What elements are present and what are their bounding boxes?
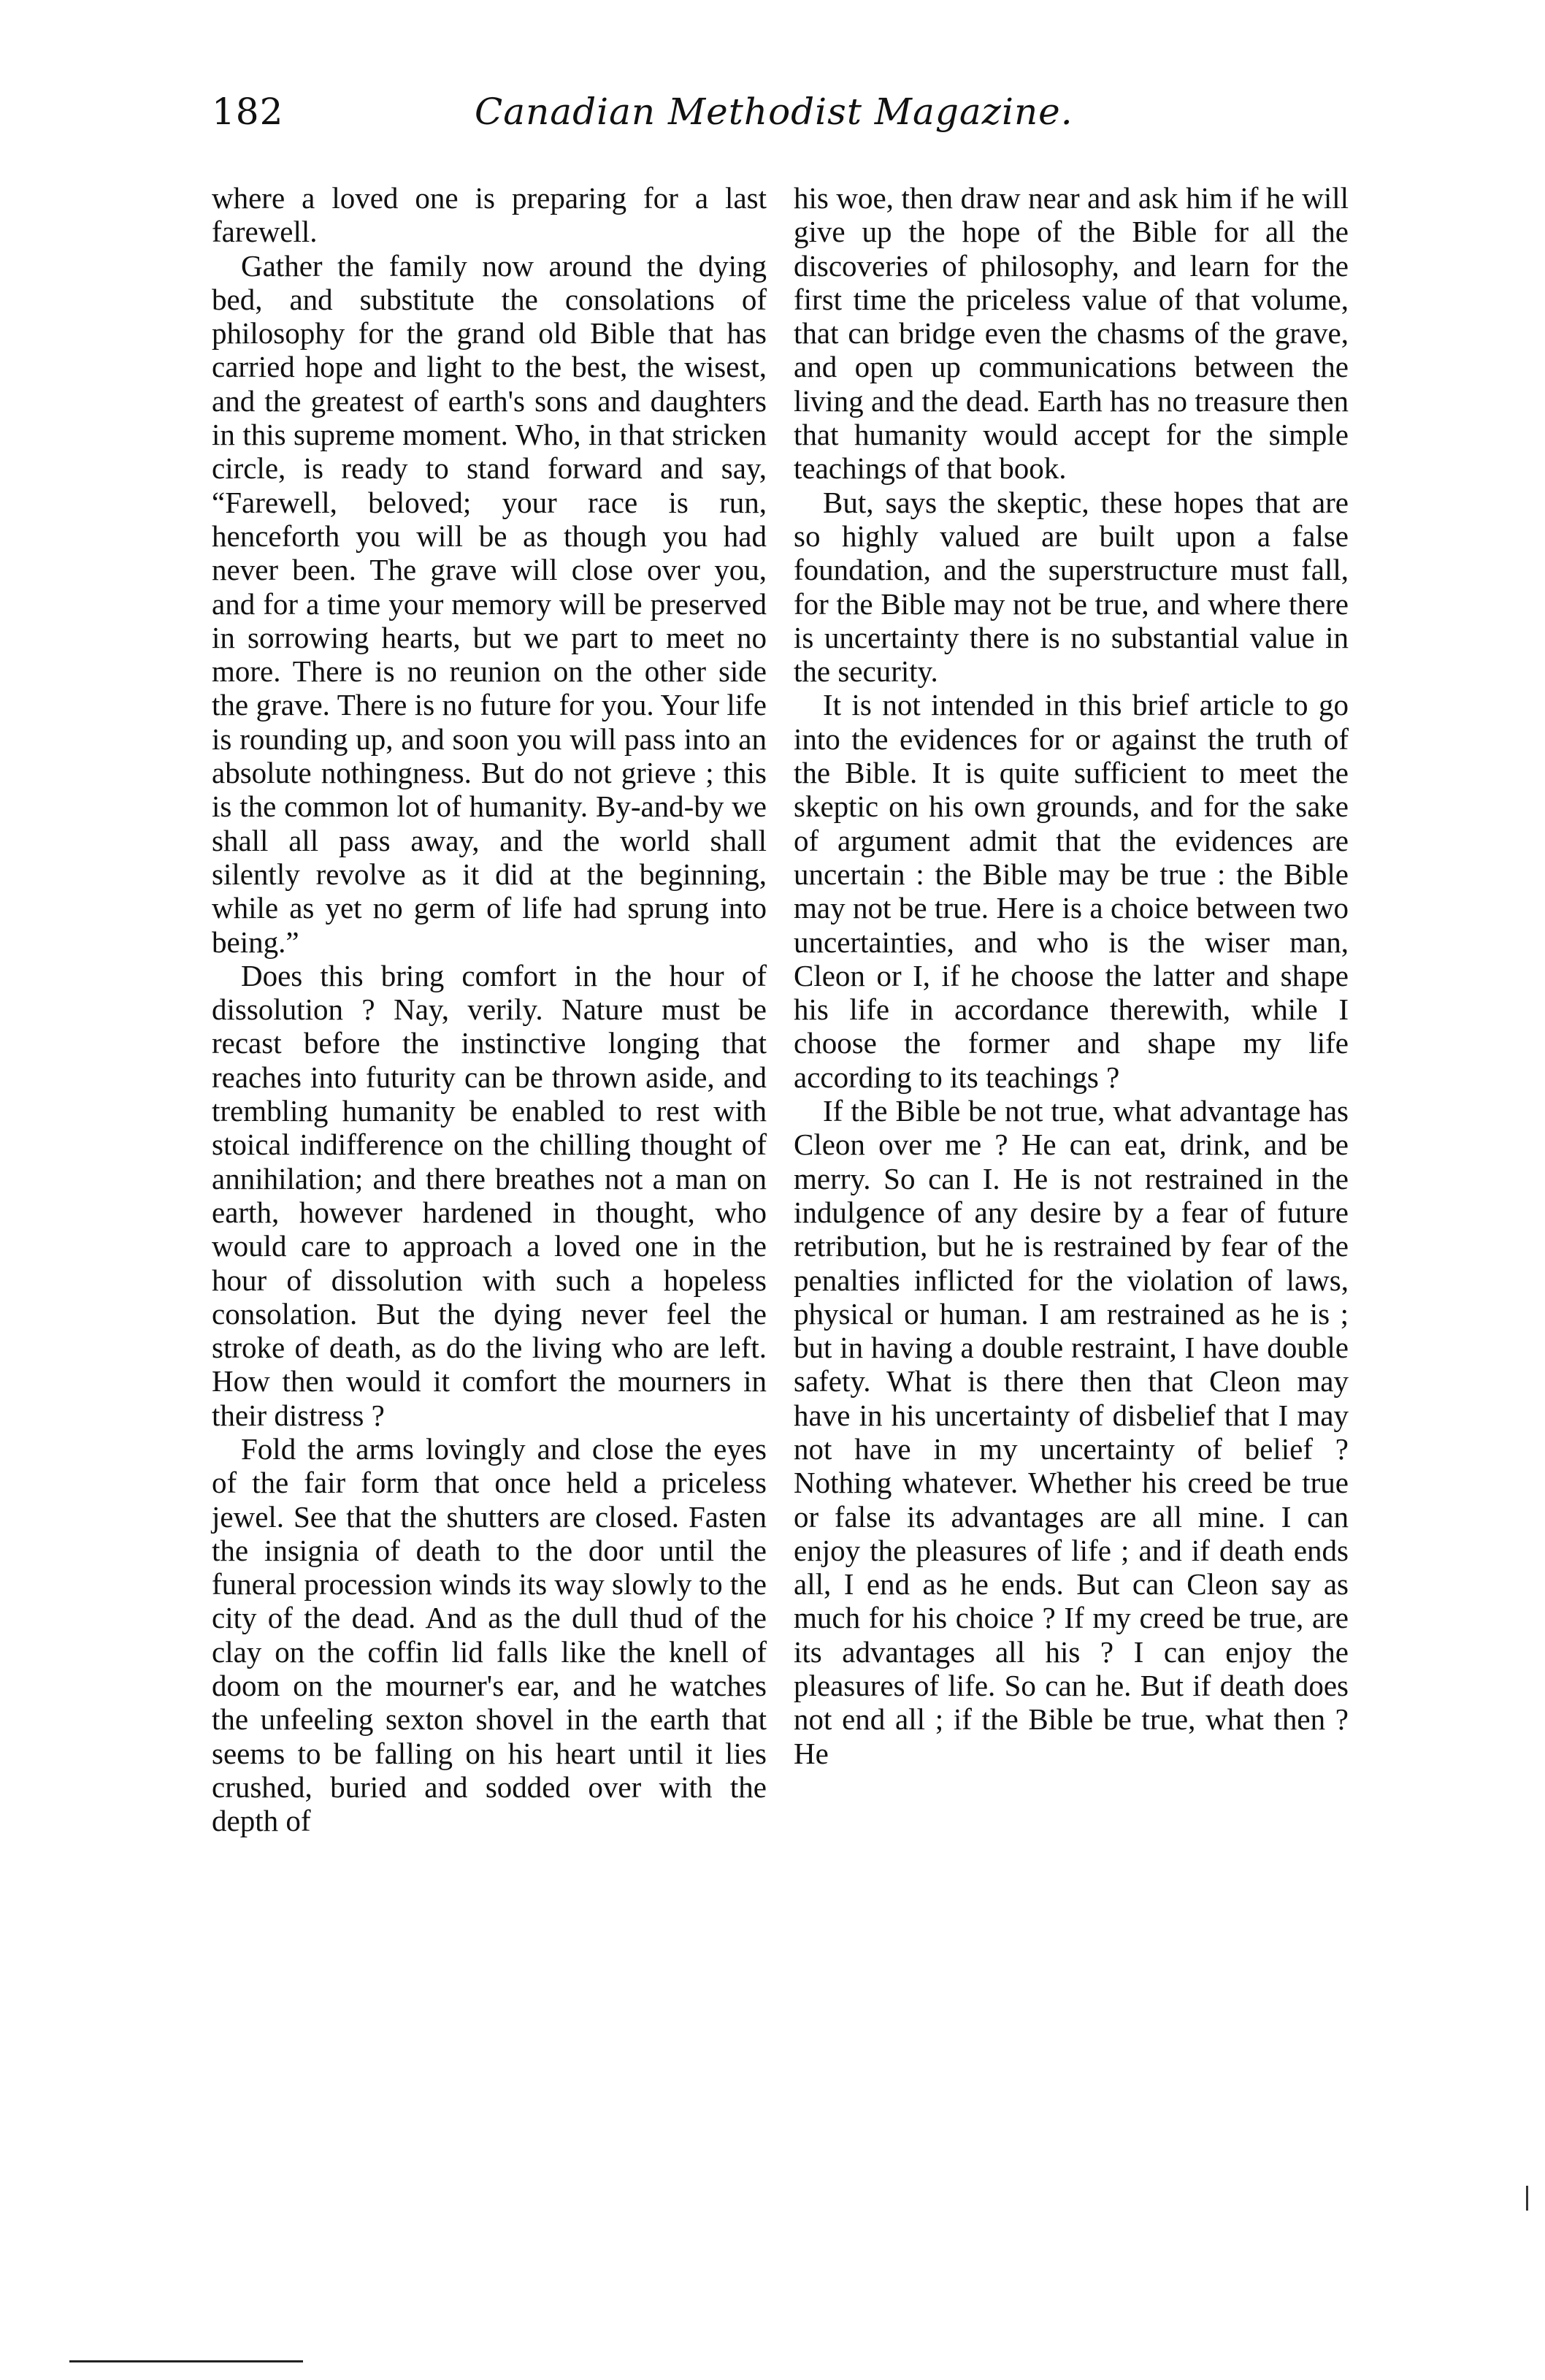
paragraph: It is not intended in this brief article to go into the evidences for or against the truth of the Bible. It is quite sufficient to meet the skeptic on his own grounds, and for the sake of argument admit that the evidences are uncertain : the Bible may be true : the Bible may not be true. Here is a choice between two uncertainties, and who is the wiser man, Cleon or I, if he choose the latter and shape his life in accordance therewith, while I choose the former and shape my life according to its teachings ? [794,688,1349,1094]
paragraph: Gather the family now around the dying bed, and substitute the consolations of philosophy for the grand old Bible that has carried hope and light to the best, the wisest, and the greatest of earth's sons and daughters in this supreme moment. Who, in that stricken circle, is ready to stand forward and say, “Farewell, beloved; your race is run, henceforth you will be as though you had never been. The grave will close over you, and for a time your memory will be preserved in sorrowing hearts, but we part to meet no more. There is no reunion on the other side the grave. There is no future for you. Your life is rounding up, and soon you will pass into an absolute nothingness. But do not grieve ; this is the common lot of humanity. By-and-by we shall all pass away, and the world shall silently revolve as it did at the beginning, while as yet no germ of life had sprung into being.” [212,248,767,959]
running-title: Canadian Methodist Magazine. [475,91,1073,133]
page-number: 182 [212,91,284,133]
paragraph: Fold the arms lovingly and close the eyes of the fair form that once held a priceless jewel. See that the shutters are closed. Fasten the insignia of death to the door until the funeral procession winds its way slowly to the city of the dead. And as the dull thud of the clay on the coffin lid falls like the knell of doom on the mourner's ear, and he watches the unfeeling sexton shovel in the earth that seems to be falling on his heart until it lies crushed, buried and sodded over with the depth of [212,1431,767,1838]
paragraph: But, says the skeptic, these hopes that are so highly valued are built upon a false foundation, and the superstructure must fall, for the Bible may not be true, and where there is uncertainty there is no substantial value in the security. [794,485,1349,689]
margin-mark [1526,2186,1528,2211]
footer-rule [69,2360,303,2362]
paragraph: his woe, then draw near and ask him if he will give up the hope of the Bible for all the discoveries of philosophy, and learn for the first time the priceless value of that volume, that can bridge even the chasms of the grave, and open up communications between the living and the dead. Earth has no treasure then that humanity would accept for the simple teachings of that book. [794,181,1349,486]
page-header [0,86,1545,152]
paragraph: Does this bring comfort in the hour of dissolution ? Nay, verily. Nature must be recast before the instinctive longing that reaches into futurity can be thrown aside, and trembling humanity be enabled to rest with stoical indifference on the chilling thought of annihilation; and there breathes not a man on earth, however hardened in thought, who would care to approach a loved one in the hour of dissolution with such a hopeless consolation. But the dying never feel the stroke of death, as do the living who are left. How then would it comfort the mourners in their distress ? [212,958,767,1432]
left-column [212,181,767,1838]
paragraph: where a loved one is preparing for a last farewell. [212,181,767,249]
right-column [794,181,1349,1770]
paragraph: If the Bible be not true, what advantage has Cleon over me ? He can eat, drink, and be merry. So can I. He is not restrained in the indulgence of any desire by a fear of future retribution, but he is restrained by fear of the penalties inflicted for the violation of laws, physical or human. I am restrained as he is ; but in having a double restraint, I have double safety. What is there then that Cleon may have in his uncertainty of disbelief that I may not have in my uncertainty of belief ? Nothing whatever. Whether his creed be true or false its advantages are all mine. I can enjoy the pleasures of life ; and if death ends all, I end as he ends. But can Cleon say as much for his choice ? If my creed be true, are its advantages all his ? I can enjoy the pleasures of life. So can he. But if death does not end all ; if the Bible be true, what then ? He [794,1094,1349,1770]
